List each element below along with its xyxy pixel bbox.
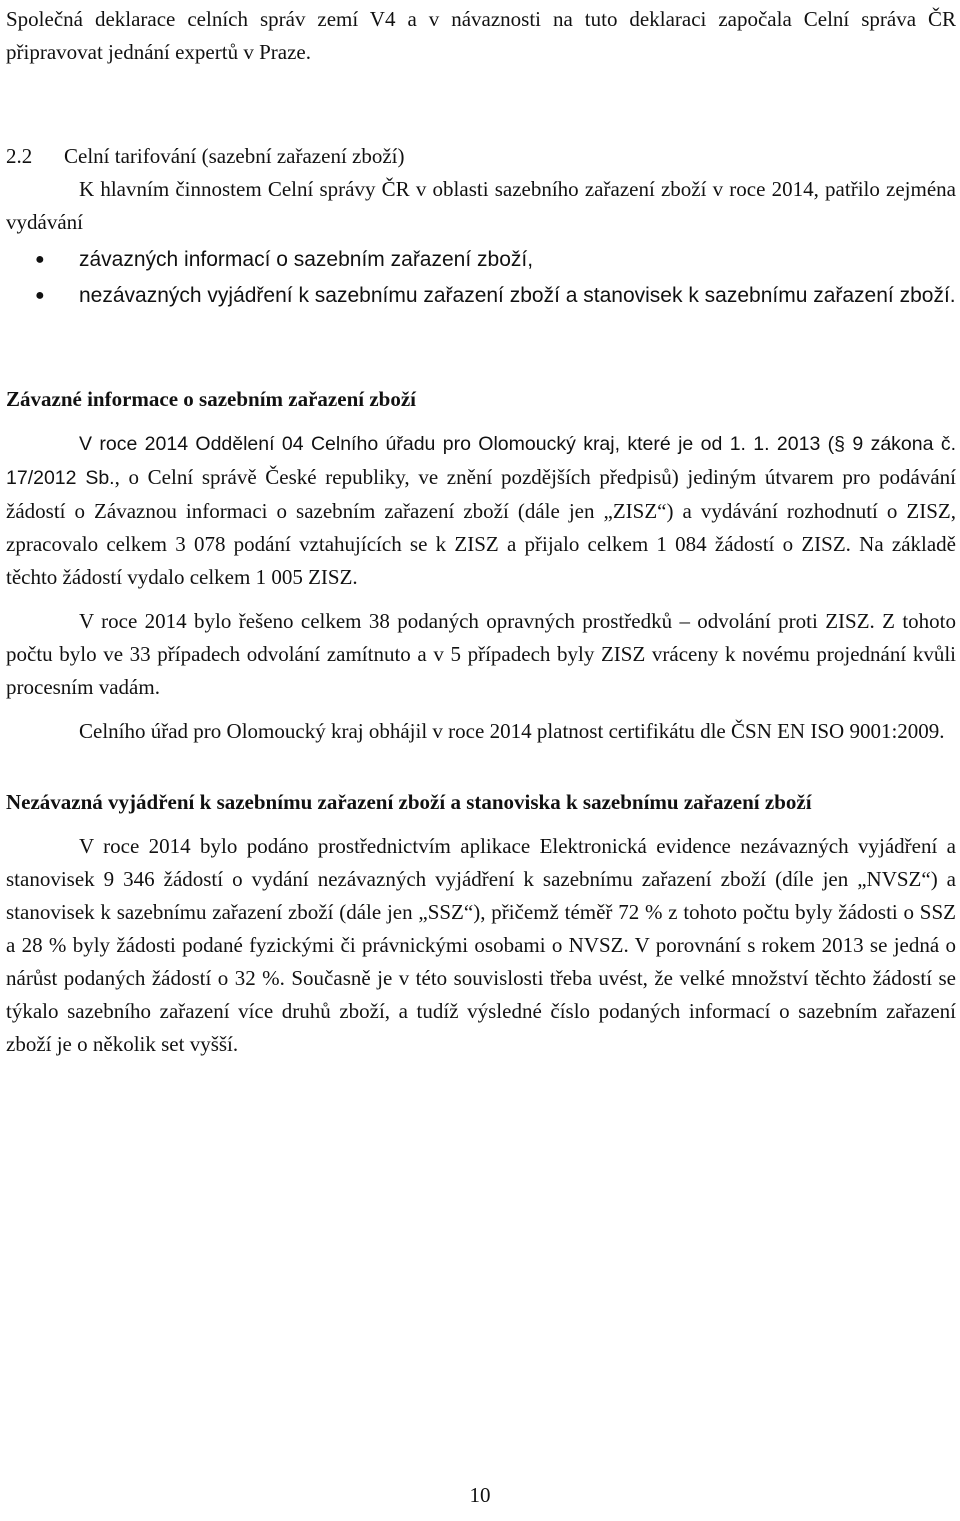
zisz-paragraph-1 xyxy=(6,427,956,594)
zisz-paragraph-1-sans: V roce 2014 Oddělení 04 Celního úřadu pro Olomoucký kraj, které je od 1. 1. 2013 (§ 9 zákona č. 17/2012 Sb. xyxy=(6,433,956,489)
list-item xyxy=(6,279,956,312)
bullet-icon: ● xyxy=(35,287,45,304)
nvsz-paragraph-1: V roce 2014 bylo podáno prostřednictvím aplikace Elektronická evidence nezávazných vyjádření a stanovisek 9 346 žádostí o vydání nezávazných vyjádření k sazebnímu zařazení zboží (díle jen „NVSZ“) a stanovisek k sazebnímu zařazení zboží (dále jen „SSZ“), přičemž téměř 72 % z tohoto počtu byly žádosti o SSZ a 28 % byly žádosti podané fyzickými či právnickými osobami o NVSZ. V porovnání s rokem 2013 se jedná o nárůst podaných žádostí o 32 %. Současně je v této souvislosti třeba uvést, že velké množství těchto žádostí se týkalo sazebního zařazení více druhů zboží, a tudíž výsledné číslo podaných informací o sazebním zařazení zboží je o několik set vyšší. xyxy=(6,834,956,1056)
zisz-paragraph-3: Celního úřad pro Olomoucký kraj obhájil v roce 2014 platnost certifikátu dle ČSN EN ISO 9001:2009. xyxy=(79,719,945,743)
section-title: Celní tarifování (sazební zařazení zboží) xyxy=(64,144,405,168)
zisz-paragraph-2: V roce 2014 bylo řešeno celkem 38 podaných opravných prostředků – odvolání proti ZISZ. Z tohoto počtu bylo ve 33 případech odvolání zamítnuto a v 5 případech byly ZISZ vráceny k novému projednání kvůli procesním vadám. xyxy=(6,609,956,699)
bullet-icon: ● xyxy=(35,251,45,268)
list-item-text: závazných informací o sazebním zařazení zboží, xyxy=(79,248,534,271)
intro-paragraph: Společná deklarace celních správ zemí V4 a v návaznosti na tuto deklaraci započala Celní správa ČR připravovat jednání expertů v Praze. xyxy=(6,7,956,64)
document-page xyxy=(6,0,956,1061)
lead-paragraph: K hlavním činnostem Celní správy ČR v oblasti sazebního zařazení zboží v roce 2014, patřilo zejména vydávání xyxy=(6,177,956,234)
zisz-paragraph-1-rest: , o Celní správě České republiky, ve znění pozdějších předpisů) jediným útvarem pro podávání žádostí o Závaznou informaci o sazebním zařazení zboží (dále jen „ZISZ“) a vydávání rozhodnutí o ZISZ, zpracovalo celkem 3 078 podání vztahujících se k ZISZ a přijalo celkem 1 084 žádostí o ZISZ. Na základě těchto žádostí vydalo celkem 1 005 ZISZ. xyxy=(6,465,956,589)
list-item-text: nezávazných vyjádření k sazebnímu zařazení zboží a stanovisek k sazebnímu zařazení zboží. xyxy=(79,284,956,307)
list-item xyxy=(6,243,956,276)
page-number: 10 xyxy=(469,1483,491,1507)
nvsz-heading: Nezávazná vyjádření k sazebnímu zařazení zboží a stanoviska k sazebnímu zařazení zboží xyxy=(6,790,812,814)
section-number: 2.2 xyxy=(6,144,33,168)
section-heading xyxy=(6,140,956,173)
bullet-list xyxy=(6,243,956,312)
zisz-heading: Závazné informace o sazebním zařazení zboží xyxy=(6,387,416,411)
